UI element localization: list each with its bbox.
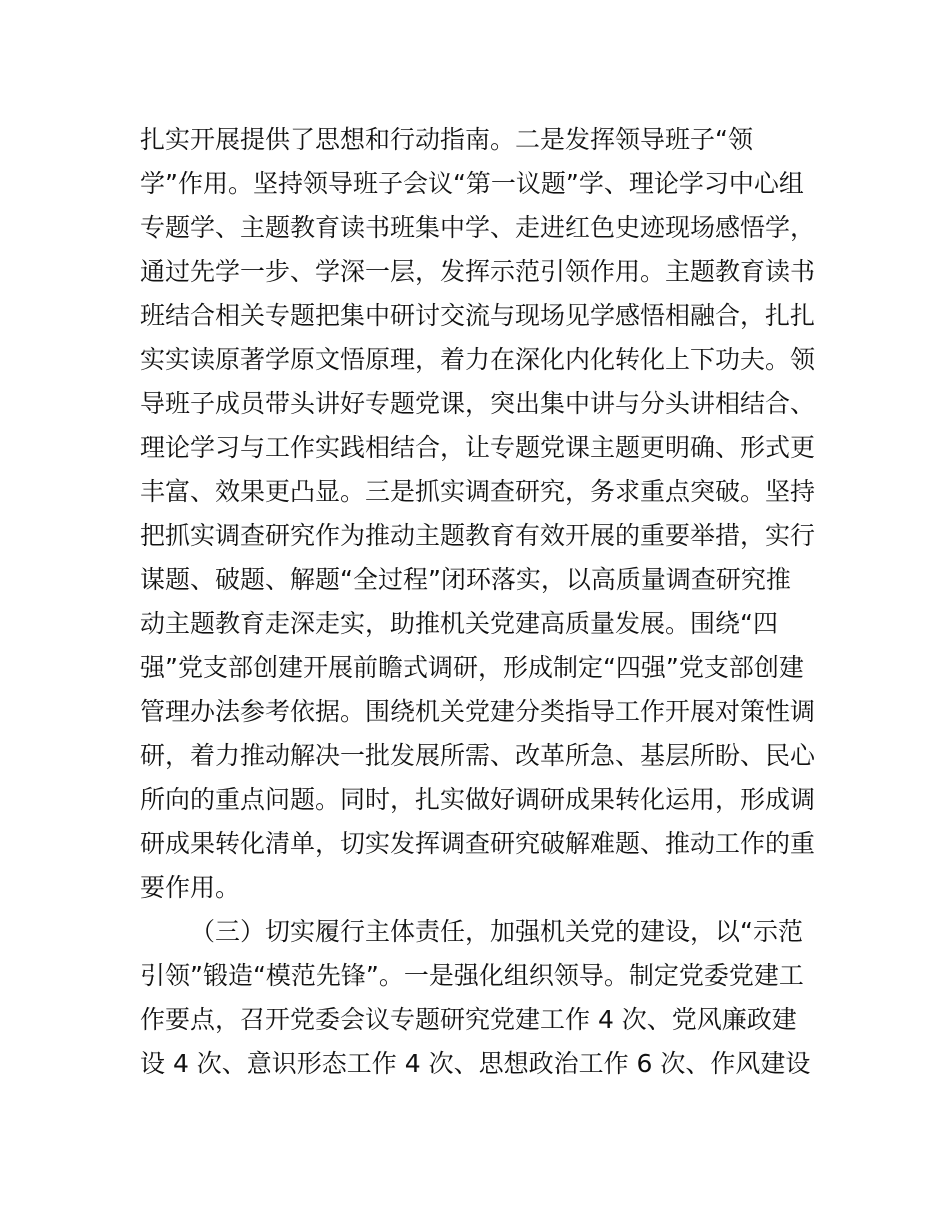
paragraph-1-line: 谋题、破题、解题“全过程”闭环落实，以高质量调查研究推 [140,565,791,594]
paragraph-1-line: 管理办法参考依据。围绕机关党建分类指导工作开展对策性调 [140,697,816,726]
paragraph-1-line: 动主题教育走深走实，助推机关党建高质量发展。围绕“四 [140,609,778,638]
paragraph-1-line: 强”党支部创建开展前瞻式调研，形成制定“四强”党支部创建 [140,653,804,682]
paragraph-1-line: 丰富、效果更凸显。三是抓实调查研究，务求重点突破。坚持 [140,477,816,506]
paragraph-1-line: 研成果转化清单，切实发挥调查研究破解难题、推动工作的重 [140,829,816,858]
paragraph-1-line: 研，着力推动解决一批发展所需、改革所急、基层所盼、民心 [140,741,816,770]
paragraph-1-line: 实实读原著学原文悟原理，着力在深化内化转化上下功夫。领 [140,345,816,374]
paragraph-2-line: （三）切实履行主体责任，加强机关党的建设，以“示范 [190,917,803,946]
paragraph-2-line: 引领”锻造“模范先锋”。一是强化组织领导。制定党委党建工 [140,961,804,990]
paragraph-1-line: 理论学习与工作实践相结合，让专题党课主题更明确、形式更 [140,433,816,462]
paragraph-1 [140,118,820,910]
paragraph-2 [140,910,820,1086]
paragraph-1-line: 扎实开展提供了思想和行动指南。二是发挥领导班子“领 [140,125,753,154]
paragraph-1-line: 把抓实调查研究作为推动主题教育有效开展的重要举措，实行 [140,521,816,550]
paragraph-1-line: 导班子成员带头讲好专题党课，突出集中讲与分头讲相结合、 [140,389,816,418]
paragraph-1-line: 专题学、主题教育读书班集中学、走进红色史迹现场感悟学， [140,213,816,242]
paragraph-1-line: 要作用。 [140,873,241,902]
paragraph-2-line: 作要点，召开党委会议专题研究党建工作 4 次、党风廉政建 [140,1005,797,1034]
paragraph-1-line: 班结合相关专题把集中研讨交流与现场见学感悟相融合，扎扎 [140,301,816,330]
paragraph-1-line: 所向的重点问题。同时，扎实做好调研成果转化运用，形成调 [140,785,816,814]
paragraph-1-line: 通过先学一步、学深一层，发挥示范引领作用。主题教育读书 [140,257,816,286]
paragraph-1-line: 学”作用。坚持领导班子会议“第一议题”学、理论学习中心组 [140,169,804,198]
paragraph-2-line: 设 4 次、意识形态工作 4 次、思想政治工作 6 次、作风建设 [140,1049,811,1078]
